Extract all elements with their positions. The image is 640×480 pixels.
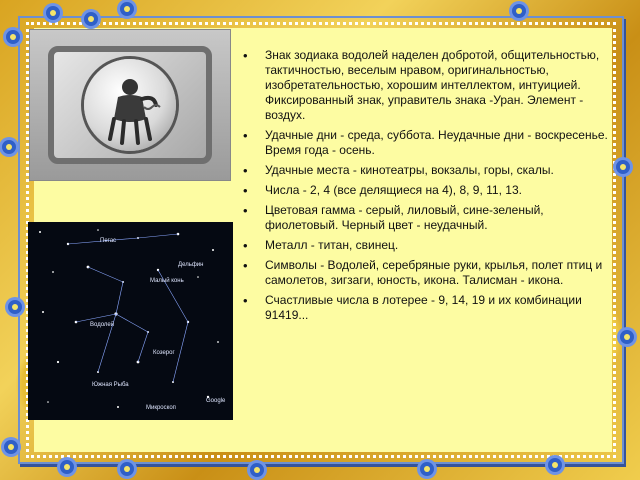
flower-decoration-icon: [120, 2, 134, 16]
list-item: • Символы - Водолей, серебряные руки, крылья, полет птиц и самолетов, зигзаги, юность, икона. Талисман - икона.: [241, 258, 613, 288]
constellation-star-map: [28, 222, 233, 420]
star-label-equuleus: Малый конь: [150, 278, 184, 284]
zodiac-frame: [48, 46, 212, 164]
list-item: • Счастливые числа в лотерее - 9, 14, 19 и их комбинации 91419...: [241, 293, 613, 323]
flower-decoration-icon: [620, 330, 634, 344]
zodiac-image: [30, 30, 230, 180]
flower-decoration-icon: [616, 160, 630, 174]
flower-decoration-icon: [250, 463, 264, 477]
star-map-drawing: [28, 222, 233, 420]
flower-decoration-icon: [4, 440, 18, 454]
list-item: • Удачные места - кинотеатры, вокзалы, горы, скалы.: [241, 163, 613, 178]
list-item: • Удачные дни - среда, суббота. Неудачные дни - воскресенье. Время года - осень.: [241, 128, 613, 158]
zodiac-medallion: [84, 59, 176, 151]
flower-decoration-icon: [512, 4, 526, 18]
star-label-delphinus: Дельфин: [178, 262, 204, 268]
flower-decoration-icon: [60, 460, 74, 474]
list-item: • Числа - 2, 4 (все делящиеся на 4), 8, 9, 11, 13.: [241, 183, 613, 198]
list-item: • Цветовая гамма - серый, лиловый, сине-зеленый, фиолетовый. Черный цвет - неудачный.: [241, 203, 613, 233]
flower-decoration-icon: [6, 30, 20, 44]
aquarius-figure-icon: [84, 59, 176, 151]
star-label-capricornus: Козерог: [153, 350, 175, 356]
star-label-pegasus: Пегас: [100, 238, 117, 244]
google-watermark: Google: [206, 398, 226, 404]
zodiac-facts-list: [241, 48, 613, 328]
flower-decoration-icon: [8, 300, 22, 314]
list-item: • Знак зодиака водолей наделен добротой, общительностью, тактичностью, веселым нравом, оригинальностью, изобретательностью, хорошим интеллектом, интуицией. Фиксированный знак, управитель знака -Уран. Элемент - воздух.: [241, 48, 613, 123]
star-label-aquarius: Водолей: [90, 322, 115, 328]
flower-decoration-icon: [420, 462, 434, 476]
star-label-microscopium: Микроскоп: [146, 405, 176, 411]
flower-decoration-icon: [548, 458, 562, 472]
flower-decoration-icon: [46, 6, 60, 20]
list-item: • Металл - титан, свинец.: [241, 238, 613, 253]
flower-decoration-icon: [120, 462, 134, 476]
flower-decoration-icon: [84, 12, 98, 26]
star-label-piscis-austrinus: Южная Рыба: [92, 382, 129, 388]
flower-decoration-icon: [2, 140, 16, 154]
